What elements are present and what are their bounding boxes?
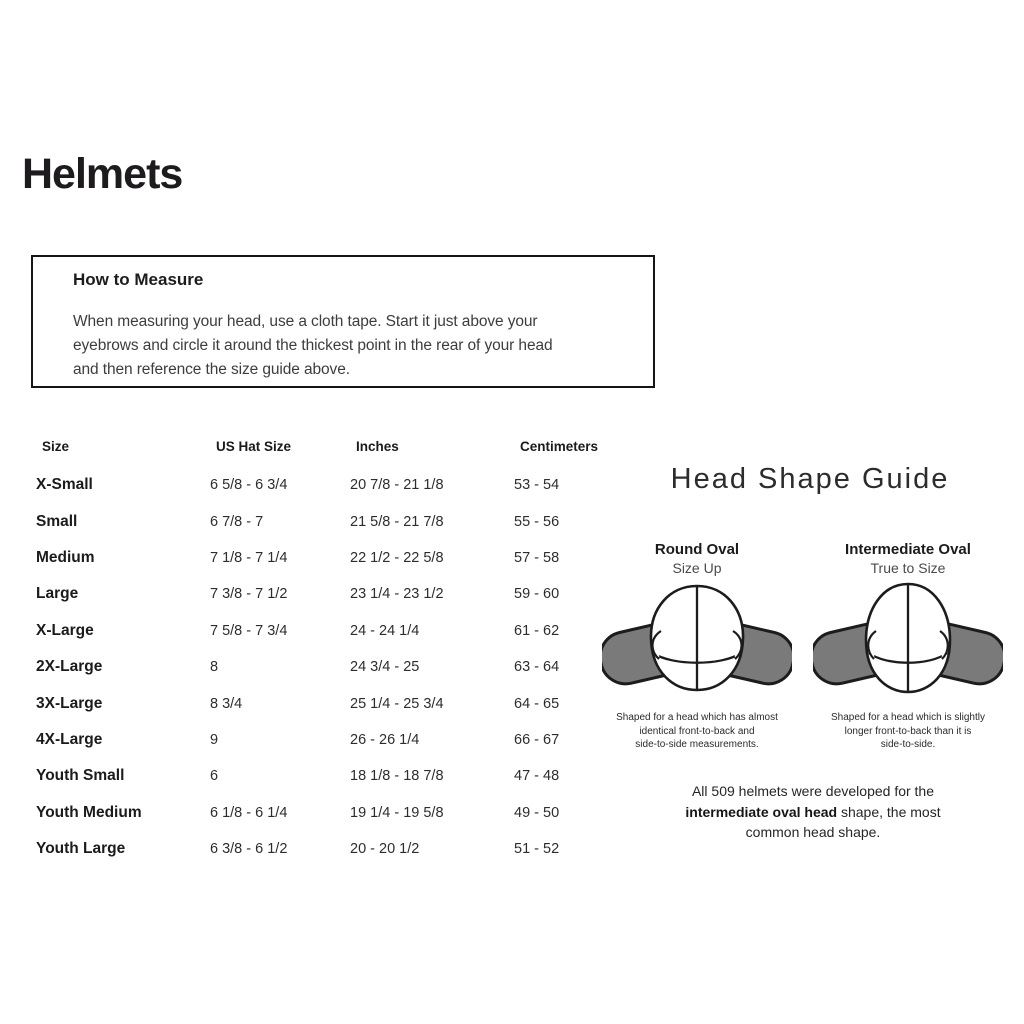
table-row xyxy=(36,649,616,685)
note-line xyxy=(678,781,948,802)
size-row-label: 3X-Large xyxy=(36,694,103,712)
table-cell: 8 3/4 xyxy=(210,695,243,712)
shape-fit-advice: True to Size xyxy=(870,560,946,576)
shape-fit-advice: Size Up xyxy=(672,560,722,576)
size-table-rows xyxy=(36,467,616,867)
table-cell: 6 1/8 - 6 1/4 xyxy=(210,804,288,821)
size-row-label: 2X-Large xyxy=(36,658,103,676)
table-cell: 7 3/8 - 7 1/2 xyxy=(210,586,288,603)
table-row xyxy=(36,467,616,503)
note-line xyxy=(678,802,948,823)
table-row xyxy=(36,685,616,721)
size-row-label: Medium xyxy=(36,548,95,566)
table-cell: 66 - 67 xyxy=(514,731,560,748)
table-cell: 7 1/8 - 7 1/4 xyxy=(210,549,288,566)
table-cell: 49 - 50 xyxy=(514,804,560,821)
table-cell: 22 1/2 - 22 5/8 xyxy=(350,549,444,566)
size-row-label: Youth Large xyxy=(36,840,126,858)
table-cell: 6 7/8 - 7 xyxy=(210,513,264,530)
table-cell: 20 - 20 1/2 xyxy=(350,841,420,858)
table-row xyxy=(36,540,616,576)
table-cell: 19 1/4 - 19 5/8 xyxy=(350,804,444,821)
table-row xyxy=(36,722,616,758)
helmet-shape-note xyxy=(678,781,948,843)
table-row xyxy=(36,576,616,612)
round-oval-column xyxy=(597,541,797,752)
text-line: longer front-to-back than it is xyxy=(844,725,972,737)
table-cell: 57 - 58 xyxy=(514,549,560,566)
note-text: common head shape. xyxy=(745,824,881,840)
measure-box-heading: How to Measure xyxy=(73,270,204,289)
table-cell: 23 1/4 - 23 1/2 xyxy=(350,586,444,603)
table-cell: 61 - 62 xyxy=(514,622,560,639)
table-cell: 20 7/8 - 21 1/8 xyxy=(350,477,444,494)
text-line: side-to-side measurements. xyxy=(635,739,759,750)
page-title: Helmets xyxy=(22,150,183,198)
note-bold-text: intermediate oval head xyxy=(685,803,838,820)
size-table xyxy=(36,430,616,867)
table-row xyxy=(36,503,616,539)
text-line: Shaped for a head which is slightly xyxy=(831,712,985,723)
table-row xyxy=(36,831,616,867)
size-row-label: Small xyxy=(36,512,78,530)
size-row-label: Youth Small xyxy=(36,767,125,785)
table-cell: 63 - 64 xyxy=(514,659,560,676)
table-cell: 25 1/4 - 25 3/4 xyxy=(350,695,444,712)
size-row-label: Youth Medium xyxy=(36,803,142,821)
table-cell: 6 3/8 - 6 1/2 xyxy=(210,841,288,858)
table-cell: 55 - 56 xyxy=(514,513,560,530)
text-line: and then reference the size guide above. xyxy=(73,361,350,378)
column-header-inches: Inches xyxy=(356,439,399,454)
table-cell: 64 - 65 xyxy=(514,695,560,712)
note-line xyxy=(678,822,948,843)
text-line: eyebrows and circle it around the thickest point in the rear of your head xyxy=(73,337,553,354)
shape-description xyxy=(808,711,1008,752)
text-line: identical front-to-back and xyxy=(639,725,755,737)
size-row-label: X-Small xyxy=(36,476,93,494)
note-text: All 509 helmets were developed for the xyxy=(691,783,935,799)
size-row-label: 4X-Large xyxy=(36,730,103,748)
shape-name: Intermediate Oval xyxy=(845,541,971,558)
intermediate-oval-column xyxy=(808,541,1008,752)
table-cell: 8 xyxy=(210,659,219,676)
shape-name: Round Oval xyxy=(654,541,740,558)
column-header-size: Size xyxy=(42,439,70,454)
table-cell: 7 5/8 - 7 3/4 xyxy=(210,622,288,639)
size-row-label: Large xyxy=(36,585,79,603)
table-cell: 24 - 24 1/4 xyxy=(350,622,420,639)
head-shape-guide-title: Head Shape Guide xyxy=(670,463,950,495)
text-line: Shaped for a head which has almost xyxy=(616,712,778,723)
table-cell: 47 - 48 xyxy=(514,768,560,785)
table-cell: 24 3/4 - 25 xyxy=(350,659,420,676)
size-table-header-row xyxy=(36,430,616,463)
table-row xyxy=(36,758,616,794)
table-cell: 18 1/8 - 18 7/8 xyxy=(350,768,444,785)
table-row xyxy=(36,613,616,649)
how-to-measure-box xyxy=(31,255,655,388)
table-cell: 53 - 54 xyxy=(514,477,560,494)
text-line: side-to-side. xyxy=(880,739,936,750)
shape-description xyxy=(597,711,797,752)
column-header-us-hat-size: US Hat Size xyxy=(216,439,292,454)
round-oval-head-diagram-icon xyxy=(602,582,792,704)
table-cell: 26 - 26 1/4 xyxy=(350,731,420,748)
column-header-centimeters: Centimeters xyxy=(520,439,599,454)
size-row-label: X-Large xyxy=(36,621,94,639)
text-line: When measuring your head, use a cloth tape. Start it just above your xyxy=(73,313,538,330)
table-cell: 6 xyxy=(210,768,219,785)
table-cell: 59 - 60 xyxy=(514,586,560,603)
note-text: shape, the most xyxy=(837,803,941,820)
measure-box-body xyxy=(73,310,553,382)
table-row xyxy=(36,795,616,831)
intermediate-oval-head-diagram-icon xyxy=(813,582,1003,704)
table-cell: 51 - 52 xyxy=(514,841,560,858)
table-cell: 21 5/8 - 21 7/8 xyxy=(350,513,444,530)
table-cell: 6 5/8 - 6 3/4 xyxy=(210,477,288,494)
table-cell: 9 xyxy=(210,731,219,748)
